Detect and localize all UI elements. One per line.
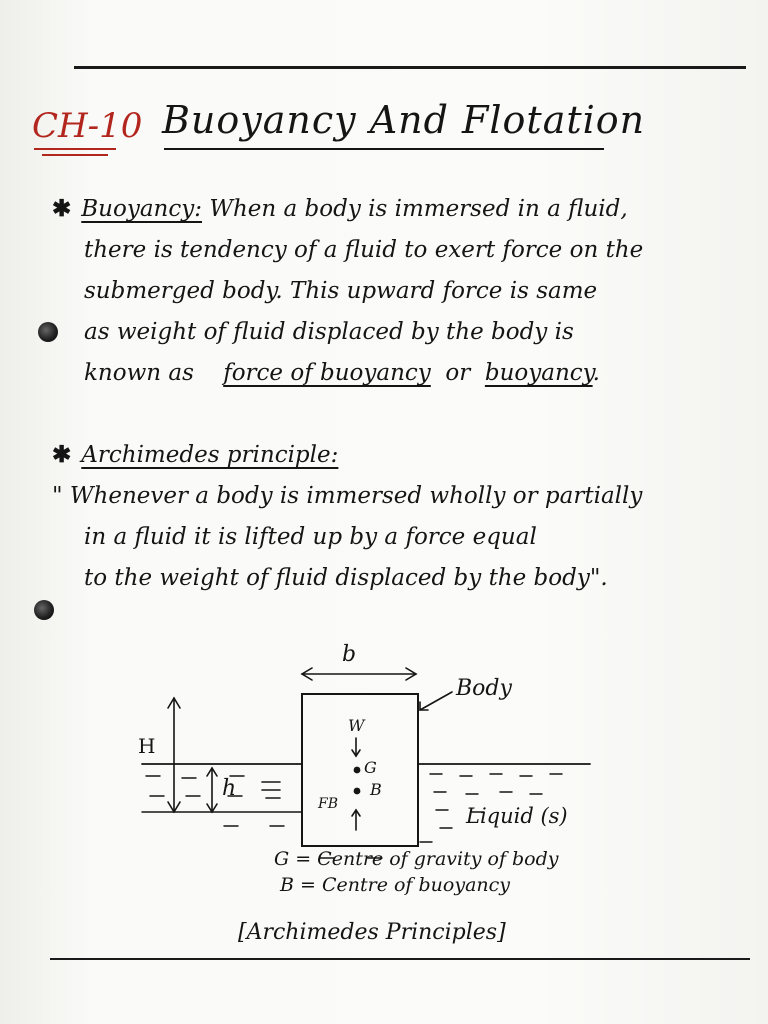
buoyant-force-label: FB xyxy=(318,796,339,812)
asterisk-icon: ✱ xyxy=(52,195,72,222)
depth-label: h xyxy=(222,776,237,801)
title-underline xyxy=(164,148,604,150)
archimedes-line-1: " Whenever a body is immersed wholly or partially xyxy=(52,483,643,509)
archimedes-line-2: in a fluid it is lifted up by a force equal xyxy=(84,524,537,550)
buoyancy-line-1: When a body is immersed in a fluid, xyxy=(209,196,628,222)
asterisk-icon: ✱ xyxy=(52,441,72,468)
body-label: Body xyxy=(456,676,512,701)
chapter-number: CH-10 xyxy=(32,106,143,146)
buoyancy-term-2: buoyancy xyxy=(484,360,593,386)
punch-hole-icon xyxy=(38,322,58,342)
chapter-header xyxy=(30,92,730,162)
archimedes-section xyxy=(52,434,742,599)
buoyancy-line-4: as weight of fluid displaced by the body is xyxy=(84,319,574,345)
top-rule xyxy=(74,66,746,69)
legend-gravity: G = Centre of gravity of body xyxy=(274,848,559,870)
buoyancy-heading: Buoyancy: xyxy=(81,196,202,222)
archimedes-heading: Archimedes principle: xyxy=(81,442,339,468)
chapter-underline xyxy=(34,148,116,150)
buoyancy-line-3: submerged body. This upward force is same xyxy=(84,278,598,304)
archimedes-diagram xyxy=(120,636,640,946)
buoyancy-line-5: known as force of buoyancy or buoyancy. xyxy=(84,360,600,386)
legend-buoyancy: B = Centre of buoyancy xyxy=(280,874,511,896)
buoyancy-term-1: force of buoyancy xyxy=(223,360,431,386)
buoyancy-line-2: there is tendency of a fluid to exert force on the xyxy=(84,237,644,263)
centre-of-buoyancy-label: B xyxy=(370,780,382,799)
weight-label: W xyxy=(348,716,365,735)
buoyancy-line-5-text: known as xyxy=(84,360,194,386)
centre-of-gravity-label: G xyxy=(364,758,377,777)
liquid-label: Liquid (s) xyxy=(466,804,568,828)
punch-hole-icon xyxy=(34,600,54,620)
buoyancy-section xyxy=(52,188,742,394)
chapter-underline-second xyxy=(42,154,108,156)
bottom-rule xyxy=(50,958,750,960)
height-label: H xyxy=(138,734,156,758)
chapter-title: Buoyancy And Flotation xyxy=(162,98,646,142)
buoyancy-connector: or xyxy=(445,360,471,386)
diagram-caption: [Archimedes Principles] xyxy=(238,920,506,945)
width-label: b xyxy=(342,642,357,667)
archimedes-line-3: to the weight of fluid displaced by the body". xyxy=(84,565,608,591)
